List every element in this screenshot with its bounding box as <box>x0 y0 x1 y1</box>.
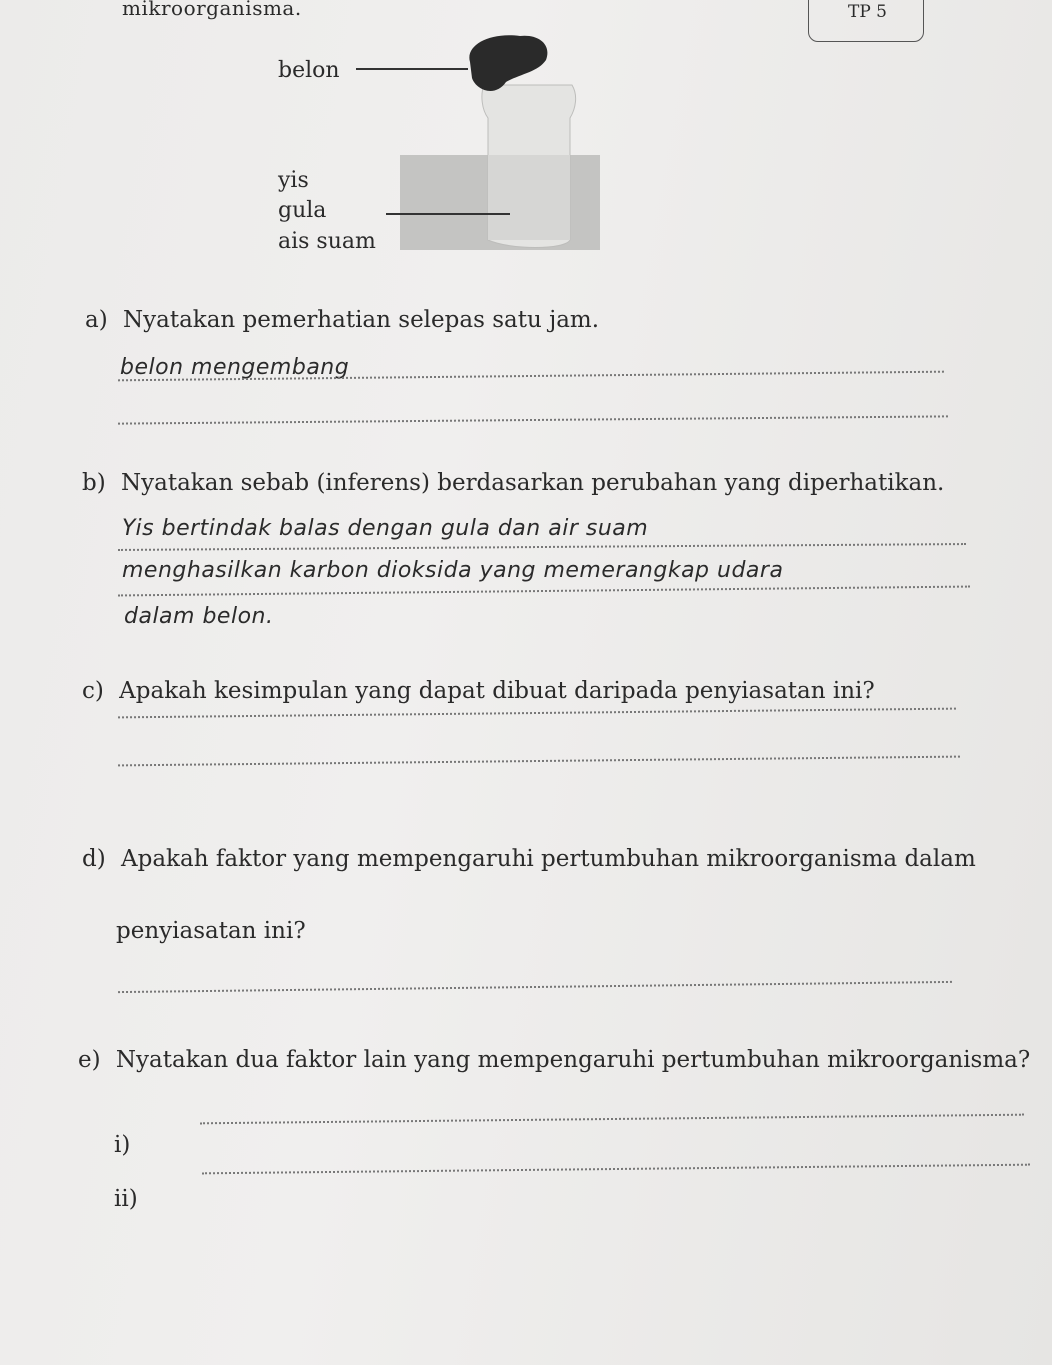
answer-b-line-3: dalam belon. <box>124 604 274 629</box>
question-e <box>78 1045 1030 1075</box>
answer-d-dotline-1 <box>118 981 952 993</box>
answer-c-dotline-1 <box>118 708 956 719</box>
question-b <box>82 468 944 498</box>
question-e-item-i: i) <box>114 1132 131 1158</box>
question-c <box>82 676 875 706</box>
question-a-text: Nyatakan pemerhatian selepas satu jam. <box>123 307 600 333</box>
question-e-label: e) <box>78 1047 101 1073</box>
leader-belon <box>356 68 468 70</box>
answer-b-dotline-1 <box>118 543 966 551</box>
question-b-label: b) <box>82 470 106 496</box>
question-d <box>82 844 976 874</box>
question-d-text: Apakah faktor yang mempengaruhi pertumbuhan mikroorganisma dalam <box>121 846 976 872</box>
header-text: mikroorganisma. <box>122 0 302 20</box>
balloon <box>469 35 547 91</box>
label-gula: gula <box>278 198 327 223</box>
answer-a-dotline-2 <box>118 415 948 424</box>
question-c-label: c) <box>82 678 104 704</box>
question-b-text: Nyatakan sebab (inferens) berdasarkan perubahan yang diperhatikan. <box>121 470 945 496</box>
question-e-item-ii: ii) <box>114 1186 138 1212</box>
question-e-text: Nyatakan dua faktor lain yang mempengaruhi pertumbuhan mikroorganisma? <box>115 1047 1031 1073</box>
question-a <box>85 305 599 335</box>
leader-gula <box>386 213 510 215</box>
answer-e-dotline-i <box>202 1164 1030 1175</box>
answer-b-line-2: menghasilkan karbon dioksida yang memerangkap udara <box>122 558 784 583</box>
answer-b-dotline-2 <box>118 586 970 597</box>
question-a-label: a) <box>85 307 108 333</box>
answer-b-line-1: Yis bertindak balas dengan gula dan air suam <box>122 516 649 541</box>
answer-a-line-1: belon mengembang <box>120 355 350 380</box>
tp-label: TP 5 <box>848 2 887 22</box>
question-d-continuation: penyiasatan ini? <box>116 918 306 944</box>
answer-e-dotline-top <box>200 1114 1024 1125</box>
label-belon: belon <box>278 58 340 83</box>
question-d-label: d) <box>82 846 106 872</box>
label-yis: yis <box>278 168 309 193</box>
bottle-liquid <box>488 155 570 240</box>
label-ais-suam: ais suam <box>278 229 376 254</box>
answer-c-dotline-2 <box>118 756 960 767</box>
question-c-text: Apakah kesimpulan yang dapat dibuat daripada penyiasatan ini? <box>119 678 875 704</box>
